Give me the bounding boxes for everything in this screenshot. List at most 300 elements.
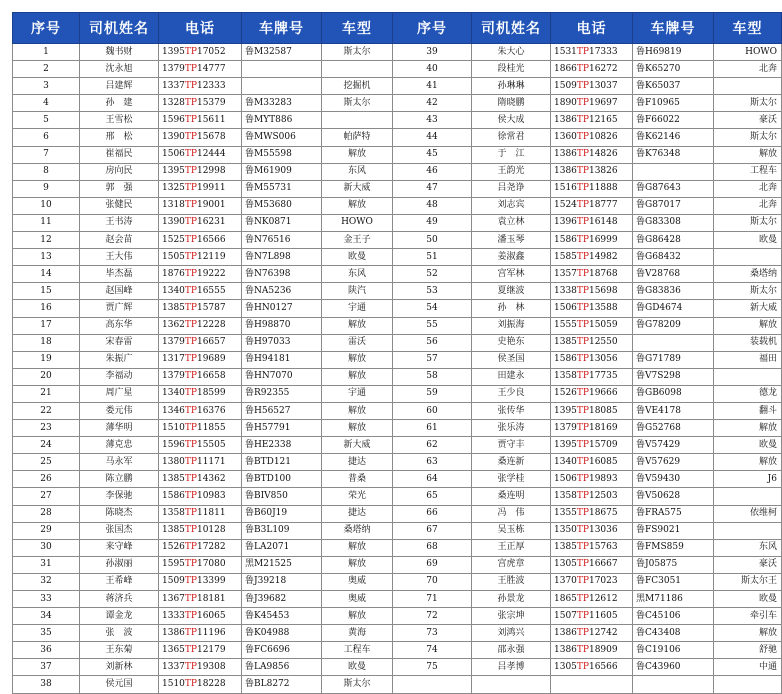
phone-cell-2 <box>551 95 633 112</box>
phone-cell-2 <box>551 283 633 300</box>
vehicle-type-cell-2: 工程车 <box>714 163 782 180</box>
tel-prefix: 1385 <box>554 337 577 348</box>
driver-name-cell: 蒋济兵 <box>80 591 159 608</box>
phone-cell <box>159 573 242 590</box>
seq-cell: 19 <box>13 351 80 368</box>
phone-cell <box>159 61 242 78</box>
seq-cell-2: 56 <box>393 334 472 351</box>
tel-prefix: 1595 <box>162 559 185 570</box>
plate-cell-2: 鲁F66022 <box>633 112 714 129</box>
tel-mask: TP <box>184 610 197 621</box>
tel-prefix: 1346 <box>162 405 185 416</box>
tel-prefix: 1317 <box>162 354 185 365</box>
tel-mask: TP <box>576 183 589 194</box>
vehicle-type-cell: 捷达 <box>322 505 393 522</box>
plate-cell: 鲁M61909 <box>242 163 322 180</box>
tel-mask: TP <box>576 217 589 228</box>
tel-mask: TP <box>576 439 589 450</box>
tel-prefix: 1506 <box>554 473 577 484</box>
plate-cell-2: 鲁H69819 <box>633 44 714 61</box>
plate-cell-2: 鲁C45106 <box>633 608 714 625</box>
tel-mask: TP <box>184 405 197 416</box>
table-row <box>13 437 782 454</box>
tel-prefix: 1385 <box>162 473 185 484</box>
seq-cell-2: 67 <box>393 522 472 539</box>
plate-cell-2: 鲁C43960 <box>633 659 714 676</box>
driver-name-cell-2: 桑连新 <box>472 454 551 471</box>
plate-cell: 鲁HN0127 <box>242 300 322 317</box>
table-row <box>13 95 782 112</box>
seq-cell: 26 <box>13 471 80 488</box>
driver-roster <box>12 12 777 694</box>
table-row <box>13 163 782 180</box>
driver-name-cell-2: 吕尧诤 <box>472 180 551 197</box>
vehicle-type-cell: 奥威 <box>322 591 393 608</box>
seq-cell: 36 <box>13 642 80 659</box>
tel-mask: TP <box>184 320 197 331</box>
phone-cell <box>159 232 242 249</box>
phone-cell <box>159 112 242 129</box>
vehicle-type-cell: 新大威 <box>322 180 393 197</box>
seq-cell: 23 <box>13 420 80 437</box>
tel-prefix: 1328 <box>162 97 185 108</box>
seq-cell: 30 <box>13 539 80 556</box>
driver-name-cell: 娄元伟 <box>80 402 159 419</box>
seq-cell: 9 <box>13 180 80 197</box>
plate-cell: 鲁R92355 <box>242 385 322 402</box>
tel-suffix: 17282 <box>196 542 226 553</box>
header-driver-name: 司机姓名 <box>80 13 159 44</box>
driver-name-cell-2: 王韵光 <box>472 163 551 180</box>
tel-suffix: 15379 <box>196 97 226 108</box>
tel-mask: TP <box>576 371 589 382</box>
driver-name-cell: 马永军 <box>80 454 159 471</box>
tel-suffix: 12503 <box>588 490 618 501</box>
tel-mask: TP <box>184 542 197 553</box>
driver-name-cell: 吕建辉 <box>80 78 159 95</box>
tel-prefix: 1865 <box>554 593 577 604</box>
driver-name-cell: 来守峰 <box>80 539 159 556</box>
header-plate-2: 车牌号 <box>633 13 714 44</box>
plate-cell-2: 鲁G52768 <box>633 420 714 437</box>
plate-cell: 鲁MWS006 <box>242 129 322 146</box>
tel-prefix: 1524 <box>554 200 577 211</box>
vehicle-type-cell-2: 斯太尔 <box>714 283 782 300</box>
driver-name-cell: 郭 强 <box>80 180 159 197</box>
plate-cell-2: 鲁V59430 <box>633 471 714 488</box>
plate-cell <box>242 61 322 78</box>
tel-prefix: 1367 <box>162 593 185 604</box>
table-row <box>13 488 782 505</box>
driver-name-cell-2: 张宗坤 <box>472 608 551 625</box>
seq-cell: 13 <box>13 249 80 266</box>
vehicle-type-cell-2: 北奔 <box>714 180 782 197</box>
phone-cell <box>159 385 242 402</box>
tel-mask: TP <box>576 63 589 74</box>
driver-name-cell: 刘新林 <box>80 659 159 676</box>
vehicle-type-cell-2: J6 <box>714 471 782 488</box>
tel-mask: TP <box>576 234 589 245</box>
tel-prefix: 1526 <box>162 542 185 553</box>
phone-cell <box>159 625 242 642</box>
plate-cell-2: 鲁V7S298 <box>633 368 714 385</box>
table-row <box>13 659 782 676</box>
plate-cell: 鲁N76516 <box>242 232 322 249</box>
phone-cell-2 <box>551 266 633 283</box>
tel-mask: TP <box>576 422 589 433</box>
tel-mask: TP <box>184 217 197 228</box>
driver-name-cell-2: 袁立林 <box>472 214 551 231</box>
tel-prefix: 1386 <box>554 627 577 638</box>
tel-prefix: 1333 <box>162 610 185 621</box>
plate-cell <box>242 78 322 95</box>
vehicle-type-cell: 解放 <box>322 197 393 214</box>
vehicle-type-cell-2: 依维柯 <box>714 505 782 522</box>
plate-cell: 鲁H57791 <box>242 420 322 437</box>
tel-suffix: 18085 <box>588 405 618 416</box>
plate-cell: 鲁M55731 <box>242 180 322 197</box>
plate-cell: 鲁H56527 <box>242 402 322 419</box>
seq-cell: 35 <box>13 625 80 642</box>
plate-cell-2: 鲁G83836 <box>633 283 714 300</box>
tel-prefix: 1337 <box>162 661 185 672</box>
tel-prefix: 1510 <box>162 679 185 690</box>
tel-suffix: 14777 <box>196 63 226 74</box>
table-row <box>13 608 782 625</box>
tel-prefix: 1586 <box>554 354 577 365</box>
driver-name-cell: 沈永旭 <box>80 61 159 78</box>
tel-suffix: 12179 <box>196 644 226 655</box>
driver-name-cell-2: 朱大心 <box>472 44 551 61</box>
phone-cell-2 <box>551 351 633 368</box>
phone-cell <box>159 556 242 573</box>
tel-mask: TP <box>576 80 589 91</box>
table-row <box>13 420 782 437</box>
phone-cell-2 <box>551 642 633 659</box>
tel-suffix: 19911 <box>196 183 226 194</box>
phone-cell <box>159 505 242 522</box>
tel-suffix: 12998 <box>196 166 226 177</box>
phone-cell-2 <box>551 402 633 419</box>
seq-cell: 27 <box>13 488 80 505</box>
tel-mask: TP <box>184 354 197 365</box>
seq-cell-2: 60 <box>393 402 472 419</box>
driver-name-cell-2: 史艳东 <box>472 334 551 351</box>
phone-cell <box>159 317 242 334</box>
phone-cell <box>159 608 242 625</box>
phone-cell <box>159 300 242 317</box>
table-row <box>13 129 782 146</box>
vehicle-type-cell: 解放 <box>322 402 393 419</box>
vehicle-type-cell-2: 豪沃 <box>714 112 782 129</box>
tel-prefix: 1526 <box>554 388 577 399</box>
seq-cell: 5 <box>13 112 80 129</box>
plate-cell: 鲁B60J19 <box>242 505 322 522</box>
tel-suffix: 10128 <box>196 525 226 536</box>
phone-cell <box>159 249 242 266</box>
tel-suffix: 18777 <box>588 200 618 211</box>
table-row <box>13 283 782 300</box>
plate-cell-2 <box>633 163 714 180</box>
tel-suffix: 16667 <box>588 559 618 570</box>
driver-name-cell: 毕杰磊 <box>80 266 159 283</box>
tel-suffix: 15787 <box>196 302 226 313</box>
phone-cell <box>159 95 242 112</box>
tel-mask: TP <box>576 97 589 108</box>
table-row <box>13 232 782 249</box>
plate-cell: 鲁J39682 <box>242 591 322 608</box>
seq-cell: 24 <box>13 437 80 454</box>
tel-mask: TP <box>576 456 589 467</box>
plate-cell-2: 鲁FC3051 <box>633 573 714 590</box>
tel-suffix: 13399 <box>196 576 226 587</box>
plate-cell-2: 鲁G78209 <box>633 317 714 334</box>
driver-name-cell-2: 田建永 <box>472 368 551 385</box>
tel-prefix: 1358 <box>554 490 577 501</box>
seq-cell-2: 63 <box>393 454 472 471</box>
plate-cell: 鲁LA2071 <box>242 539 322 556</box>
phone-cell-2 <box>551 180 633 197</box>
phone-cell-2 <box>551 61 633 78</box>
tel-prefix: 1507 <box>554 610 577 621</box>
tel-mask: TP <box>576 388 589 399</box>
phone-cell-2 <box>551 522 633 539</box>
vehicle-type-cell: 解放 <box>322 608 393 625</box>
seq-cell-2: 54 <box>393 300 472 317</box>
phone-cell-2 <box>551 556 633 573</box>
header-row <box>13 13 782 44</box>
phone-cell <box>159 402 242 419</box>
tel-suffix: 17023 <box>588 576 618 587</box>
vehicle-type-cell: 解放 <box>322 420 393 437</box>
plate-cell: 鲁M33283 <box>242 95 322 112</box>
tel-suffix: 19222 <box>196 268 226 279</box>
tel-mask: TP <box>576 302 589 313</box>
tel-mask: TP <box>576 166 589 177</box>
seq-cell-2: 53 <box>393 283 472 300</box>
phone-cell-2 <box>551 437 633 454</box>
tel-suffix: 17080 <box>196 559 226 570</box>
driver-name-cell-2: 张学桂 <box>472 471 551 488</box>
plate-cell: 鲁M32587 <box>242 44 322 61</box>
vehicle-type-cell: 宇通 <box>322 385 393 402</box>
driver-name-cell: 孙淑丽 <box>80 556 159 573</box>
driver-name-cell: 宋春雷 <box>80 334 159 351</box>
phone-cell <box>159 522 242 539</box>
table-row <box>13 539 782 556</box>
driver-name-cell-2: 孙 林 <box>472 300 551 317</box>
vehicle-type-cell: 挖掘机 <box>322 78 393 95</box>
tel-mask: TP <box>184 200 197 211</box>
driver-name-cell-2: 隋晓鹏 <box>472 95 551 112</box>
plate-cell-2: 黑M71186 <box>633 591 714 608</box>
tel-mask: TP <box>184 559 197 570</box>
tel-prefix: 1362 <box>162 320 185 331</box>
plate-cell: 鲁M53680 <box>242 197 322 214</box>
seq-cell-2: 58 <box>393 368 472 385</box>
phone-cell-2 <box>551 420 633 437</box>
tel-suffix: 16566 <box>588 661 618 672</box>
driver-name-cell: 高东华 <box>80 317 159 334</box>
vehicle-type-cell: 荣光 <box>322 488 393 505</box>
tel-suffix: 12742 <box>588 627 618 638</box>
driver-name-cell-2: 宫虎章 <box>472 556 551 573</box>
tel-prefix: 1525 <box>162 234 185 245</box>
driver-name-cell-2: 潘玉琴 <box>472 232 551 249</box>
plate-cell-2: 鲁K62146 <box>633 129 714 146</box>
phone-cell <box>159 266 242 283</box>
vehicle-type-cell-2: 中通 <box>714 659 782 676</box>
driver-name-cell-2: 贾守丰 <box>472 437 551 454</box>
driver-name-cell-2: 段桂光 <box>472 61 551 78</box>
vehicle-type-cell: 金王子 <box>322 232 393 249</box>
table-row <box>13 385 782 402</box>
driver-table <box>12 12 782 694</box>
driver-name-cell-2: 刘鸿兴 <box>472 625 551 642</box>
vehicle-type-cell-2: 解放 <box>714 146 782 163</box>
tel-suffix: 18181 <box>196 593 226 604</box>
phone-cell <box>159 642 242 659</box>
empty-cell <box>472 676 551 693</box>
vehicle-type-cell: 捷达 <box>322 454 393 471</box>
driver-name-cell: 薄克忠 <box>80 437 159 454</box>
tel-prefix: 1396 <box>554 217 577 228</box>
tel-suffix: 16376 <box>196 405 226 416</box>
tel-suffix: 19689 <box>196 354 226 365</box>
vehicle-type-cell <box>322 112 393 129</box>
tel-mask: TP <box>184 166 197 177</box>
tel-mask: TP <box>576 285 589 296</box>
plate-cell: 鲁BIV850 <box>242 488 322 505</box>
vehicle-type-cell-2: 新大威 <box>714 300 782 317</box>
vehicle-type-cell-2: 牵引车 <box>714 608 782 625</box>
seq-cell: 4 <box>13 95 80 112</box>
tel-mask: TP <box>184 593 197 604</box>
vehicle-type-cell: 解放 <box>322 146 393 163</box>
vehicle-type-cell-2 <box>714 249 782 266</box>
tel-suffix: 15763 <box>588 542 618 553</box>
plate-cell-2: 鲁V57429 <box>633 437 714 454</box>
phone-cell <box>159 659 242 676</box>
vehicle-type-cell: 雷沃 <box>322 334 393 351</box>
phone-cell-2 <box>551 146 633 163</box>
plate-cell: 鲁MYT886 <box>242 112 322 129</box>
driver-name-cell-2: 宫军林 <box>472 266 551 283</box>
vehicle-type-cell: 奥威 <box>322 573 393 590</box>
tel-suffix: 16085 <box>588 456 618 467</box>
tel-mask: TP <box>184 627 197 638</box>
seq-cell: 29 <box>13 522 80 539</box>
tel-mask: TP <box>576 200 589 211</box>
seq-cell-2: 40 <box>393 61 472 78</box>
phone-cell-2 <box>551 317 633 334</box>
tel-suffix: 15678 <box>196 132 226 143</box>
vehicle-type-cell: 解放 <box>322 539 393 556</box>
tel-prefix: 1305 <box>554 661 577 672</box>
seq-cell-2: 50 <box>393 232 472 249</box>
tel-prefix: 1355 <box>554 508 577 519</box>
seq-cell: 15 <box>13 283 80 300</box>
vehicle-type-cell: 宇通 <box>322 300 393 317</box>
phone-cell <box>159 146 242 163</box>
phone-cell-2 <box>551 334 633 351</box>
tel-suffix: 12612 <box>588 593 618 604</box>
tel-suffix: 16566 <box>196 234 226 245</box>
tel-prefix: 1596 <box>162 439 185 450</box>
tel-prefix: 1509 <box>162 576 185 587</box>
empty-cell <box>393 676 472 693</box>
plate-cell: 鲁K04988 <box>242 625 322 642</box>
vehicle-type-cell: HOWO <box>322 214 393 231</box>
tel-mask: TP <box>184 234 197 245</box>
table-row <box>13 214 782 231</box>
table-body <box>13 44 782 694</box>
seq-cell-2: 41 <box>393 78 472 95</box>
tel-suffix: 18768 <box>588 268 618 279</box>
phone-cell-2 <box>551 625 633 642</box>
tel-mask: TP <box>576 251 589 262</box>
driver-name-cell: 王雪松 <box>80 112 159 129</box>
tel-prefix: 1379 <box>162 337 185 348</box>
vehicle-type-cell-2: 北奔 <box>714 61 782 78</box>
phone-cell <box>159 163 242 180</box>
tel-prefix: 1585 <box>554 251 577 262</box>
table-row <box>13 556 782 573</box>
tel-prefix: 1337 <box>162 80 185 91</box>
tel-mask: TP <box>576 508 589 519</box>
tel-prefix: 1358 <box>162 508 185 519</box>
driver-name-cell-2: 冯 伟 <box>472 505 551 522</box>
phone-cell <box>159 437 242 454</box>
header-plate: 车牌号 <box>242 13 322 44</box>
vehicle-type-cell-2: 斯太尔 <box>714 129 782 146</box>
tel-prefix: 1340 <box>162 388 185 399</box>
vehicle-type-cell: 解放 <box>322 351 393 368</box>
plate-cell: 鲁HN7070 <box>242 368 322 385</box>
header-vehicle-type-2: 车型 <box>714 13 782 44</box>
seq-cell-2: 66 <box>393 505 472 522</box>
tel-prefix: 1531 <box>554 46 577 57</box>
header-seq-2: 序号 <box>393 13 472 44</box>
plate-cell: 鲁B3L109 <box>242 522 322 539</box>
driver-name-cell: 张健民 <box>80 197 159 214</box>
seq-cell: 22 <box>13 402 80 419</box>
vehicle-type-cell <box>322 61 393 78</box>
phone-cell-2 <box>551 488 633 505</box>
tel-prefix: 1360 <box>554 132 577 143</box>
plate-cell-2: 鲁FMS859 <box>633 539 714 556</box>
tel-mask: TP <box>184 644 197 655</box>
tel-suffix: 18169 <box>588 422 618 433</box>
tel-mask: TP <box>576 132 589 143</box>
tel-suffix: 16999 <box>588 234 618 245</box>
vehicle-type-cell-2 <box>714 488 782 505</box>
vehicle-type-cell: 欧曼 <box>322 659 393 676</box>
vehicle-type-cell: 新大威 <box>322 437 393 454</box>
driver-name-cell: 王东菊 <box>80 642 159 659</box>
tel-mask: TP <box>576 114 589 125</box>
tel-mask: TP <box>576 627 589 638</box>
vehicle-type-cell-2 <box>714 78 782 95</box>
tel-prefix: 1379 <box>162 63 185 74</box>
tel-mask: TP <box>184 268 197 279</box>
seq-cell: 8 <box>13 163 80 180</box>
tel-suffix: 12550 <box>588 337 618 348</box>
tel-mask: TP <box>576 46 589 57</box>
tel-mask: TP <box>184 46 197 57</box>
vehicle-type-cell-2: 解放 <box>714 420 782 437</box>
plate-cell: 鲁LA9856 <box>242 659 322 676</box>
